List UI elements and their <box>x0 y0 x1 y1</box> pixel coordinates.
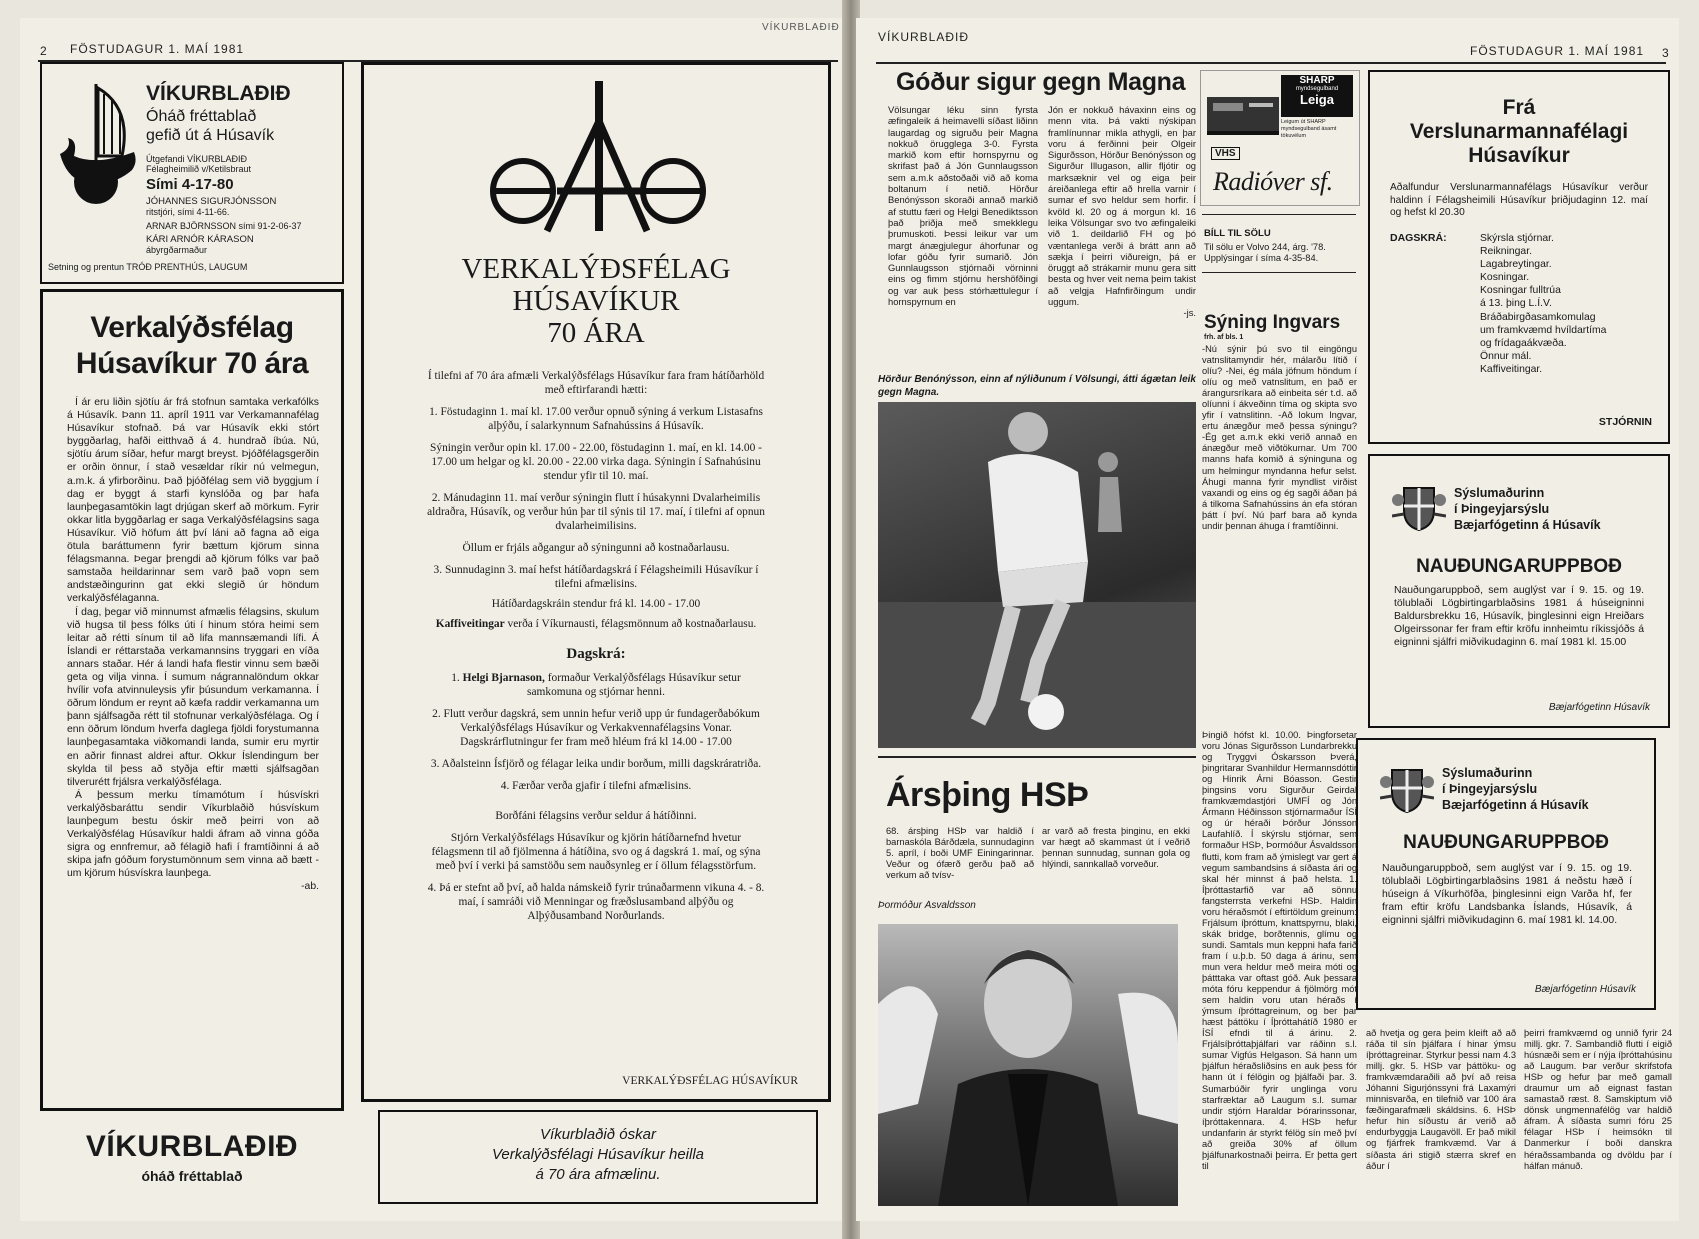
magni-signature: -js. <box>1183 307 1196 319</box>
ad-flag-note: Borðfáni félagsins verður seldur á hátíðinni. <box>495 810 697 822</box>
editorial-paragraph-2: Í dag, þegar við minnumst afmælis félagsins, skulum við hugsa til þess fólks úti í hinum stóra heimi sem leitar að rétti sínum til að lifa mannsæmandi lífi. Á Íslandi er réttarstaða verkamannsins tryggari en víða annars staðar. Hér á landi hafa flestir vinnu sem bæði geta og vilja vinna. Í sumum nágrannalöndum okkar hvílir vofa atvinnuleysis yfir þúsundum verkamanna. Í öðrum löndum er reynt að kæfa raddir verkamanna um þann sjálfsagða rétt til stofnunar verkalýðsfélaga. Og í enn öðrum löndum hverfa daglega fjöldi forystumanna launþegasamtaka viðkomandi landa, sumir eru myrtir en aðrir finnast aldrei aftur. Okkur Íslendingum ber skylda til þess að styðja eftir mætti sjálfsagðan tilverurétt frjálsra verkalýðsfélaga. <box>67 606 319 788</box>
ad-item-1: 1. Föstudaginn 1. maí kl. 17.00 verður opnuð sýning á verkum Listasafns alþýðu, í salarkynnum Safnahússins á Húsavík. <box>429 406 763 432</box>
agenda-item: Bráðabirgðasamkomulag <box>1480 311 1596 323</box>
portrait-photo <box>878 924 1178 1206</box>
ad-item-2b: Öllum er frjáls aðgangur að sýningunni að kostnaðarlausu. <box>462 542 730 554</box>
page-number-right: 3 <box>1662 46 1670 60</box>
agenda-item: um framkvæmd hvíldartíma <box>1480 324 1607 336</box>
notice-1-title: NAUÐUNGARUPPBOÐ <box>1416 556 1622 577</box>
union-ad-box <box>361 62 831 1102</box>
ad-prog-4: 4. Færðar verða gjafir í tilefni afmælisins. <box>500 780 692 792</box>
hsp-headline: Ársþing HSÞ <box>886 776 1089 814</box>
sharp-brand: SHARP <box>1299 75 1335 86</box>
ingvar-continued: frh. af bls. 1 <box>1204 334 1244 341</box>
union-name-3: 70 ÁRA <box>547 317 645 349</box>
top-tag-left: VÍKURBLAÐIÐ <box>762 22 840 33</box>
right-page <box>856 18 1679 1221</box>
notice-1-header-2: í Þingeyjarsýslu <box>1454 502 1550 516</box>
auction-notice-2 <box>1356 738 1656 1010</box>
magni-bottom-rule <box>878 756 1196 758</box>
masthead-editor-3: ARNAR BJÖRNSSON sími 91-2-06-37 <box>146 221 302 231</box>
editorial-paragraph-3: Á þessum merku tímamótum í húsvískri verkalýðsbaráttu sendir Víkurblaðið húsvískum launþegum bestu óskir með þeirri von að Verkalýðsfélag Húsavíkur haldi áfram að vinna góða sigra og ennfremur, að félagið hafi í framtíðinni á að skipa jafn góðum forystumönnum sem vinna að bætt - um kjörum húsvískra launþega. <box>67 789 319 880</box>
sharp-video-ad <box>1200 70 1360 206</box>
masthead-editor-5: ábyrgðarmaður <box>146 245 208 255</box>
ad-item-2: 2. Mánudaginn 11. maí verður sýningin flutt í húsakynni Dvalarheimilis aldraðra, Húsavík, og verður hún þar til sýnis til 17. maí, í tilefni af opnun dvalarheimilisins. <box>427 492 765 532</box>
notice-2-header-1: Sýslumaðurinn <box>1442 766 1533 780</box>
agenda-item: Skýrsla stjórnar. <box>1480 233 1554 244</box>
agenda-item: Lagabreytingar. <box>1480 259 1552 271</box>
hsp-author: Þormóður Ásvaldsson <box>878 900 976 911</box>
notice-2-header-3: Bæjarfógetinn á Húsavík <box>1442 798 1589 812</box>
union-name-1: VERKALÝÐSFÉLAG <box>461 253 731 285</box>
video-recorder-icon <box>1205 87 1281 139</box>
ad-prog-1-num: 1. <box>451 672 463 684</box>
notice-1-header-1: Sýslumaðurinn <box>1454 486 1545 500</box>
ad-coffee-text: verða í Víkurnausti, félagsmönnum að kostnaðarlausu. <box>504 618 757 630</box>
ingvar-headline: Sýning Ingvars <box>1204 312 1341 333</box>
ad-board-note: Stjórn Verkalýðsfélags Húsavíkur og kjörin hátíðarnefnd hvetur félagsmenn til að fjölmenna á hátíðina, svo og á dagskrá 1. maí, og sýna með því í verki þá samstöðu sem nauðsynleg er í öllum félagsstörfum. <box>431 832 761 872</box>
editorial-signature: -ab. <box>301 881 319 893</box>
hsp-col-5: þeirri framkvæmd og unnið fyrir 24 millj. gkr. 7. Sambandið flutti í eigið húsnæði sem er í nýja íþróttahúsinu að Laugum. Þar verður skrifstofa HSÞ og hefur þar með gamall draumur um að eignast fastan samastað ræst. 8. Samskiptum við dönsk ungmennafélög var haldið áfram. Á síðasta sumri fóru 25 félagar HSÞ í heimsókn til Danmerkur í boði danskra héraðssambanda og dvöldu þar í hálfan mánuð. <box>1524 1028 1672 1171</box>
notice-2-text: Nauðungaruppboð, sem auglýst var í 9. 15. og 19. tölublaði Lögbirtingarblaðsins 1981 á neðstu hæð í húseign á Víkurhöfða, þinglesinni eign Varða hf, fer fram eftir kröfu Landsbanka Íslands, Húsavík, á eigninni sjálfri miðvikudaginn 6. maí 1981 kl. 14.00. <box>1382 863 1632 926</box>
notice-2-header-2: í Þingeyjarsýslu <box>1442 782 1538 796</box>
greeting-line-1: Víkurblaðið óskar <box>540 1126 656 1143</box>
vhs-logo: VHS <box>1211 147 1240 160</box>
hsp-col-2: ar varð að fresta þinginu, en ekki var hægt að skammast út í veðrið þennan sunnudag, sunnan gola og hlýindi, sannkallað vorveður. <box>1042 826 1190 869</box>
car-top-rule <box>1202 214 1356 215</box>
sharp-label-box <box>1281 75 1353 117</box>
ad-item-1b: Sýningin verður opin kl. 17.00 - 22.00, föstudaginn 1. maí, en kl. 14.00 - 17.00 um helgar og kl. 20.00 - 22.00 virka daga. Sýningin í Safnahúsinu stendur yfir til 10. maí. <box>430 442 762 482</box>
agenda-item: Kosningar. <box>1480 272 1530 284</box>
masthead-editor-4: KÁRI ARNÓR KÁRASON <box>146 234 254 245</box>
magni-headline: Góður sigur gegn Magna <box>896 68 1186 96</box>
hsp-col-1: 68. ársþing HSÞ var haldið í barnaskóla Bárðdæla, sunnudaginn 5. apríl, í boði UMF Einingarinnar. Veður og ófærð gerðu það að verkum að tvísv- <box>886 826 1034 880</box>
union-ad-body <box>424 369 768 923</box>
editorial-paragraph-1: Í ár eru liðin sjötíu ár frá stofnun samtaka verkafólks á Húsavík. Þann 11. apríl 1911 var Verkamannafélag Húsavíkur stofnað. Þá var Húsavík ekki stórt byggðarlag, hafði eitthvað á 4. hundrað íbúa. Nú, sjötíu árum síðar, hefur margt breyst. Þjóðfélagsgerðin er orðin önnur, í stað vesældar ríkir nú velmegun, a.m.k. á yfirborðinu. Það þjóðfélag sem við byggjum í dag er byggt á starfi kynslóða og þar hafa launþegasamtökin lagt drjúgan skerf að mörkum. Fyrir okkar litla byggðarlag er saga Verkalýðsfélagsins saga Húsavíkur. Við höfum átt því láni að fagna að eiga ötula baráttumenn fyrir bættum kjörum sinna félagsmanna. Þegar þrengdi að kjörum fólks var það samstaða heildarinnar sem varð það vopn sem andstæðingurinn gat ekki slegið úr höndum verkalýðsfélaganna. <box>67 397 319 605</box>
editorial-title-2: Húsavíkur 70 ára <box>75 347 309 380</box>
ad-prog-1-text: formaður Verkalýðsfélags Húsavíkur setur samkomuna og stjórnar henni. <box>527 672 741 698</box>
notice-1-header-3: Bæjarfógetinn á Húsavík <box>1454 518 1601 532</box>
greeting-box <box>378 1110 818 1204</box>
union-logo-icon <box>487 81 707 241</box>
car-ad-text: Til sölu er Volvo 244, árg. '78. Upplýsingar í síma 4-35-84. <box>1204 242 1326 263</box>
agenda-item: Reikningar. <box>1480 246 1532 258</box>
notice-1-signature: Bæjarfógetinn Húsavík <box>1548 702 1650 713</box>
notice-1-text: Nauðungaruppboð, sem auglýst var í 9. 15. og 19. tölublaði Lögbirtingarblaðsins 1981 á húseigninni Baldursbrekku 16, Húsavík, þinglesinni eign Hreiðars Olgeirssonar fer fram eftir kröfu innheimtu ríkissjóðs á eigninni sjálfri miðvikudaginn 6. maí 1981 kl. 15.00 <box>1394 585 1644 648</box>
editorial-body <box>67 396 319 1096</box>
greeting-line-2: Verkalýðsfélagi Húsavíkur heilla <box>491 1146 705 1163</box>
portrait-man-icon <box>878 924 1178 1206</box>
ad-prog-3: 3. Aðalsteinn Ísfjörð og félagar leika undir borðum, milli dagskráratriða. <box>430 758 762 770</box>
sharp-line-3: Leigum út SHARP myndsegulband ásamt tökuvélum <box>1281 119 1337 139</box>
verslunar-signature: STJÓRNIN <box>1598 416 1652 428</box>
ad-intro: Í tilefni af 70 ára afmæli Verkalýðsfélags Húsavíkur fara fram hátíðarhöld með eftirfarandi hætti: <box>427 370 765 396</box>
viking-ship-icon <box>52 78 144 208</box>
hsp-col-3: Þingið hófst kl. 10.00. Þingforsetar voru Jónas Sigurðsson Lundarbrekku og Tryggvi Óskarsson Þverá, þingritarar Svanhildur Hermannsdóttir og Hinrik Árni Bóasson. Gestir þingsins voru Sigurður Geirdal framkvæmdastjóri UMFÍ og Jón Ármann Héðinsson stjórnarmaður ÍSÍ og úr héraði Þórður Jónsson Laufahlíð. Í skýrslu stjórnar, sem formaður HSÞ, Þormóður Ásvaldsson flutti, kom fram að ýmislegt var gert á vegum sambandsins á síðasta ári og skal hér minnst á það helsta. 1. Íþróttastarfið var að sönnu fangsterrsta verkefni HSÞ. Haldin voru héraðsmót í eftirtöldum greinum: Frjálsum íþróttum, knattspyrnu, blaki, skák bridge, borðtennis, glímu og sundi. Samtals mun keppni hafa farið fram í u.þ.b. 50 daga á árinu, sem mun vera heldur með meira móti og þátttaka var oftast góð. Auk þessara móta fóru keppendur á fjölmörg mót sem haldin voru utan héraðs í ýmsum íþróttagreinum, og ber þar hæst þáttöku í Íþróttahátíð 1980 er ÍSÍ efndi til á árinu. 2. Frjálsíþróttaþjálfari var ráðinn s.l. sumar Vigfús Helgason. Sá hann um þjálfun héraðsliðsins en auk þess fór hann út í félögin og þjálfaði þar. 3. Sumarbúðir fyrir unglinga voru starfræktar að Laugum s.l. sumar undir stjórn Haraldar Þórarinssonar, íþróttakennara. 4. HSÞ hefur undanfarin ár styrkt félög sín með því að greiða 30% af öllum þjálfunarkostnaði þeirra. Er þetta gert til <box>1202 730 1357 1171</box>
verslunar-title-3: Húsavíkur <box>1468 144 1570 167</box>
auction-notice-1 <box>1368 454 1670 728</box>
radiover-logo: Radióver sf. <box>1213 167 1333 196</box>
masthead-tagline-2: gefið út á Húsavík <box>146 127 275 144</box>
agenda-item: á 13. þing L.Í.V. <box>1480 298 1552 310</box>
hsp-col-4: að hvetja og gera þeim kleift að að ráða til sín þjálfara í hinar ýmsu íþróttagreinar. Styrkur þessi nam 4.3 millj. gkr. 5. HSÞ var þáttöku- og framkvæmdaraðili að því að reisa Jóhanni Sigurjónssyni frá Laxamýri minnisvarða, en tilefnið var 100 ára fæðingarafmæli skáldsins. 6. HSÞ hefur hin síðustu ár verið að endurbyggja Laugavöll. Er það mikil og fjárfrek framkvæmd. Var á síðasta ári stigið stærra skref en áður í <box>1366 1028 1516 1171</box>
greeting-line-3: á 70 ára afmælinu. <box>535 1166 661 1183</box>
agenda-item: Kaffiveitingar. <box>1480 363 1543 375</box>
ad-course-note: 4. Þá er stefnt að því, að halda námskeið fyrir trúnaðarmenn vikuna 4. - 8. maí, í samráði við Menningar og fræðslusamband alþýðu og Alþýðusamband Norðurlands. <box>427 882 765 922</box>
sharp-line-1: myndsegulband <box>1295 86 1339 92</box>
verslunar-agenda-list <box>1480 232 1606 376</box>
ad-signature: VERKALÝÐSFÉLAG HÚSAVÍKUR <box>622 1075 798 1087</box>
masthead-box <box>40 62 344 284</box>
left-page <box>20 18 846 1221</box>
ad-prog-1-name: Helgi Bjarnason, <box>462 672 545 684</box>
magni-col-2 <box>1048 104 1196 366</box>
magni-col-1: Völsungar léku sinn fyrsta æfingaleik á heimavelli síðast liðinn laugardag og sigruðu þeir Magna nokkuð örugglega 3-0. Fyrsta markið kom eftir hornspyrnu og skrifast það á Jón Gunnlaugsson sem a.m.k aðstoðaði við að koma boltanum í netið. Hörður Benónýsson skoraði annað markið af stuttu færi og Helgi Benediktsson það þriðja með smekklegu þrumuskoti. Þessi leikur var um margt ánægjulegur áhorfunar og lofar góðu fyrir sumarið. Jón Gunnlaugsson stjórnaði vörninni eins og fimm stjórnu hershöfðingi og var auk þess stórhættulegur í hornspyrnum en <box>888 104 1038 308</box>
masthead-printer: Setning og prentun TRÓÐ PRENTHÚS, LAUGUM <box>48 262 248 272</box>
magni-col-2-text: Jón er nokkuð hávaxinn eins og menn vita. Þá vakti nýskipan framlínunnar mikla athygli, en þar voru á ferðinni þeir Olgeir Sigurðsson, Hörður Benónýsson og Sigurður Illugason, allir fljótir og marksæknir vel og eiga þeir áreiðanlega eftir að hrella varnir í sumar ef svo heldur sem horfir. Í kvöld kl. 20 og á morgun kl. 16 leika Völsungar svo tvo æfingaleiki við 1. deildarlið FH og þó væntanlega verði á brátt ann að sækja í þeirri viðureign, þá er öruggt að strákarnir munu gera sitt besta og hver veit nema þeim takist að velgja Hafnfirðingum undir uggum. <box>1048 104 1196 308</box>
ad-coffee-label: Kaffiveitingar <box>435 618 505 630</box>
magni-caption: Hörður Benónýsson, einn af nýliðunum í Völsungi, átti ágætan leik gegn Magna. <box>878 374 1196 398</box>
car-ad-title: BÍLL TIL SÖLU <box>1204 228 1271 239</box>
agenda-item: Kosningar fulltrúa <box>1480 285 1561 297</box>
masthead-title: VÍKURBLAÐIÐ <box>146 82 291 105</box>
verslunar-text: Aðalfundur Verslunarmannafélags Húsavíkur verður haldinn í Félagsheimili Húsavíkur þriðjudaginn 12. maí og hefst kl 20.30 <box>1390 182 1648 219</box>
verslunar-title-1: Frá <box>1502 96 1536 119</box>
football-photo <box>878 402 1196 748</box>
ingvar-text: -Nú sýnir þú svo til eingöngu vatnslitamyndir hér, málarðu lítið í olíu? -Nei, ég mála jöfnum höndum í olíu og með vatnslitum, en það er árangursríkara að einbeita sér t.d. að olíunni í ákveðinn tíma og skipta svo yfir í vatnslitinn. -Að lokum Ingvar, ertu ánægður með þessa sýningu? -Ég get a.m.k ekki verið annað en ánægður með viðtökurnar. Um 700 manns hafa komið á sýninguna og um helmingur myndanna hefur selst. Áhugi manna fyrir myndlist virðist vaxandi og eins og ég sagði áðan þá á tilkoma Safnahússins án efa stóran þátt í því. Nú þarf bara að kynda undir þennan áhuga í framtíðinni. <box>1202 344 1357 531</box>
ad-prog-2: 2. Flutt verður dagskrá, sem unnin hefur verið upp úr fundagerðabókum Verkalýðsfélags Húsavíkur og Verkakvennafélagsins Vonar. Dagskrárflutningur fer fram með hléum frá kl 14.00 - 17.00 <box>432 708 760 748</box>
verslunar-box <box>1368 70 1670 444</box>
masthead-publisher-2: Félagheimilið v/Ketilsbraut <box>146 164 252 174</box>
agenda-item: og frídagaákvæða. <box>1480 337 1567 349</box>
editorial-title-1: Verkalýðsfélag <box>90 311 294 344</box>
masthead-publisher-1: Útgefandi VÍKURBLAÐIÐ <box>146 154 248 164</box>
editorial-box <box>40 289 344 1111</box>
footer-logo-title: VÍKURBLAÐIÐ <box>85 1130 299 1163</box>
car-bottom-rule <box>1202 272 1356 273</box>
football-player-icon <box>878 402 1196 748</box>
union-name-2: HÚSAVÍKUR <box>512 285 680 317</box>
verslunar-title-2: Verslunarmannafélagi <box>1409 120 1629 143</box>
agenda-item: Önnur mál. <box>1480 350 1532 362</box>
coat-of-arms-icon <box>1392 478 1446 532</box>
header-rule-right <box>876 62 1666 64</box>
masthead-tagline-1: Óháð fréttablað <box>146 108 257 125</box>
masthead-phone: Sími 4-17-80 <box>146 176 234 193</box>
ad-item-3: 3. Sunnudaginn 3. maí hefst hátíðardagskrá í Félagsheimili Húsavíkur í tilefni afmælisins. <box>433 564 759 590</box>
ad-programme-title: Dagskrá: <box>566 646 626 662</box>
coat-of-arms-icon <box>1380 760 1434 814</box>
masthead-editor-2: ritstjóri, sími 4-11-66. <box>146 207 230 217</box>
notice-2-signature: Bæjarfógetinn Húsavík <box>1534 984 1636 995</box>
top-tag-right: VÍKURBLAÐIÐ <box>878 30 970 44</box>
page-date-left: FÖSTUDAGUR 1. MAÍ 1981 <box>70 42 245 56</box>
footer-logo-tagline: óháð fréttablað <box>141 1168 243 1184</box>
sharp-line-2: Leiga <box>1300 92 1334 107</box>
page-date-right: FÖSTUDAGUR 1. MAÍ 1981 <box>1470 44 1645 58</box>
notice-2-title: NAUÐUNGARUPPBOÐ <box>1403 832 1609 853</box>
page-number-left: 2 <box>40 44 48 58</box>
masthead-editor-1: JÓHANNES SIGURJÓNSSON <box>146 196 277 207</box>
verslunar-agenda-label: DAGSKRÁ: <box>1390 232 1447 244</box>
ad-item-3b: Hátíðardagskráin stendur frá kl. 14.00 - 17.00 <box>491 598 701 610</box>
